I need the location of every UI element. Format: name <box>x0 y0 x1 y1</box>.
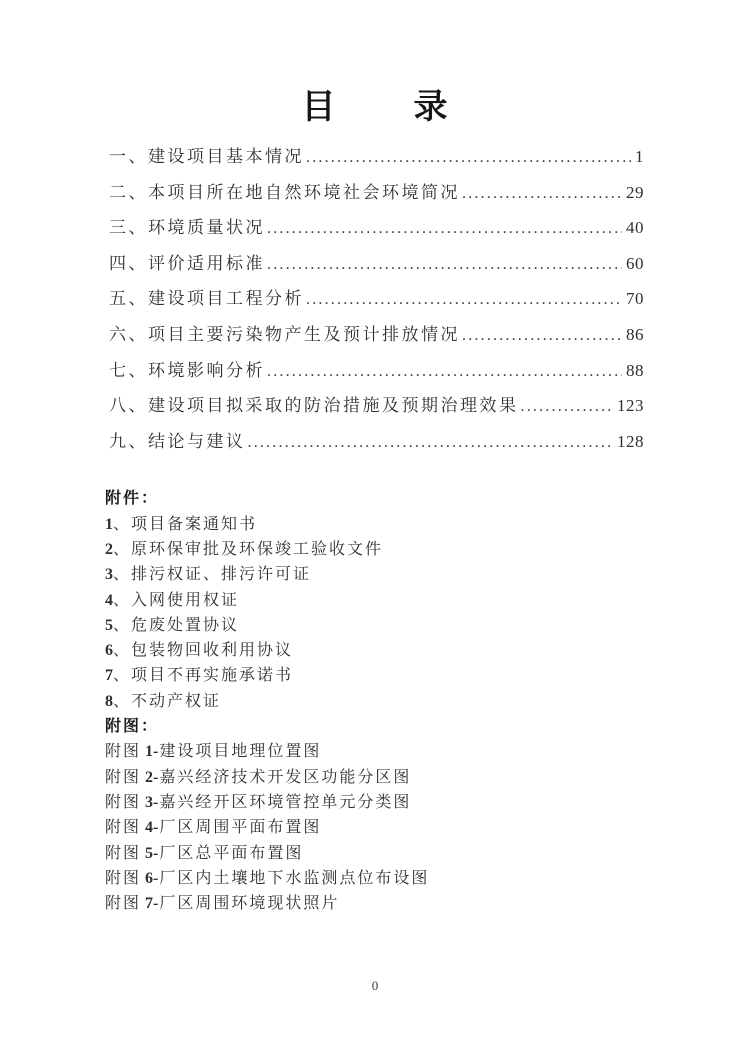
figure-number: 4- <box>145 819 159 837</box>
toc-entry-page: 70 <box>626 289 644 309</box>
figure-item <box>105 891 644 916</box>
toc-entry <box>109 247 644 283</box>
attachment-item <box>105 588 644 613</box>
toc-entry-page: 1 <box>635 147 644 166</box>
dot-leader <box>521 389 614 425</box>
dot-leader <box>462 176 622 212</box>
figure-prefix: 附图 <box>105 743 142 761</box>
figure-label: 建设项目地理位置图 <box>159 743 322 761</box>
attachment-item <box>105 638 644 663</box>
figure-number: 3- <box>145 793 159 811</box>
toc-entry-label: 四、评价适用标准 <box>109 253 265 273</box>
figure-prefix: 附图 <box>105 793 142 811</box>
attachment-label: 、项目备案通知书 <box>113 515 258 533</box>
attachment-number: 1 <box>105 515 113 533</box>
toc-entry-page: 60 <box>626 253 644 273</box>
attachment-label: 、包装物回收利用协议 <box>113 642 294 660</box>
attachment-label: 、危废处置协议 <box>113 616 240 634</box>
figure-label: 嘉兴经济技术开发区功能分区图 <box>159 768 412 786</box>
attachment-number: 7 <box>105 667 113 685</box>
toc-entry-label: 八、建设项目拟采取的防治措施及预期治理效果 <box>109 396 519 416</box>
attachment-label: 、入网使用权证 <box>113 591 240 609</box>
toc-entry <box>109 140 644 176</box>
figure-label: 厂区周围环境现状照片 <box>159 895 340 913</box>
figure-label: 厂区周围平面布置图 <box>159 819 322 837</box>
figure-label: 厂区内土壤地下水监测点位布设图 <box>159 869 430 887</box>
figure-prefix: 附图 <box>105 869 142 887</box>
attachment-label: 、不动产权证 <box>113 692 222 710</box>
figure-prefix: 附图 <box>105 768 142 786</box>
attachment-item <box>105 562 644 587</box>
toc-entry <box>109 282 644 318</box>
appendix-section <box>105 486 644 916</box>
attachment-item <box>105 512 644 537</box>
dot-leader <box>267 354 622 390</box>
toc-entry-page: 123 <box>617 396 644 416</box>
toc-list <box>105 140 644 460</box>
attachment-label: 、排污权证、排污许可证 <box>113 566 312 584</box>
toc-entry-label: 五、建设项目工程分析 <box>109 289 304 309</box>
attachments-heading: 附件： <box>105 490 160 508</box>
dot-leader <box>306 140 631 176</box>
figure-number: 2- <box>145 768 159 786</box>
toc-entry-label: 九、结论与建议 <box>109 431 246 451</box>
attachment-number: 5 <box>105 616 113 634</box>
toc-entry <box>109 354 644 390</box>
figure-item <box>105 790 644 815</box>
attachment-item <box>105 663 644 688</box>
attachment-number: 4 <box>105 591 113 609</box>
figure-prefix: 附图 <box>105 819 142 837</box>
figure-prefix: 附图 <box>105 895 142 913</box>
toc-entry-page: 29 <box>626 182 644 202</box>
figure-item <box>105 866 644 891</box>
dot-leader <box>267 247 622 283</box>
toc-entry <box>109 211 644 247</box>
toc-entry-page: 86 <box>626 324 644 344</box>
figure-number: 7- <box>145 895 159 913</box>
toc-title-char-right: 录 <box>413 89 448 126</box>
attachment-number: 3 <box>105 566 113 584</box>
figures-heading: 附图： <box>105 718 160 736</box>
figure-item <box>105 765 644 790</box>
attachment-number: 8 <box>105 692 113 710</box>
figure-item <box>105 815 644 840</box>
dot-leader <box>248 425 614 461</box>
toc-entry-label: 七、环境影响分析 <box>109 360 265 380</box>
toc-entry-label: 三、环境质量状况 <box>109 218 265 238</box>
toc-entry-label: 一、建设项目基本情况 <box>109 147 304 166</box>
figure-label: 厂区总平面布置图 <box>159 844 304 862</box>
attachment-item <box>105 613 644 638</box>
attachment-item <box>105 689 644 714</box>
toc-title-char-left: 目 <box>301 89 336 126</box>
attachment-number: 2 <box>105 540 113 558</box>
figure-number: 5- <box>145 844 159 862</box>
toc-title <box>105 86 644 130</box>
toc-entry-page: 128 <box>617 431 644 451</box>
attachment-label: 、项目不再实施承诺书 <box>113 667 294 685</box>
toc-entry <box>109 176 644 212</box>
toc-entry <box>109 425 644 461</box>
attachment-number: 6 <box>105 642 113 660</box>
toc-entry <box>109 389 644 425</box>
page-number: 0 <box>371 978 379 993</box>
figure-number: 6- <box>145 869 159 887</box>
toc-entry-page: 88 <box>626 360 644 380</box>
attachment-item <box>105 537 644 562</box>
toc-entry-page: 40 <box>626 218 644 238</box>
figure-prefix: 附图 <box>105 844 142 862</box>
figure-item <box>105 739 644 764</box>
toc-entry-label: 二、本项目所在地自然环境社会环境简况 <box>109 182 460 202</box>
toc-entry <box>109 318 644 354</box>
dot-leader <box>462 318 622 354</box>
dot-leader <box>267 211 622 247</box>
figure-label: 嘉兴经开区环境管控单元分类图 <box>159 793 412 811</box>
figure-item <box>105 841 644 866</box>
attachment-label: 、原环保审批及环保竣工验收文件 <box>113 540 384 558</box>
toc-entry-label: 六、项目主要污染物产生及预计排放情况 <box>109 324 460 344</box>
figure-number: 1- <box>145 743 159 761</box>
dot-leader <box>306 282 622 318</box>
